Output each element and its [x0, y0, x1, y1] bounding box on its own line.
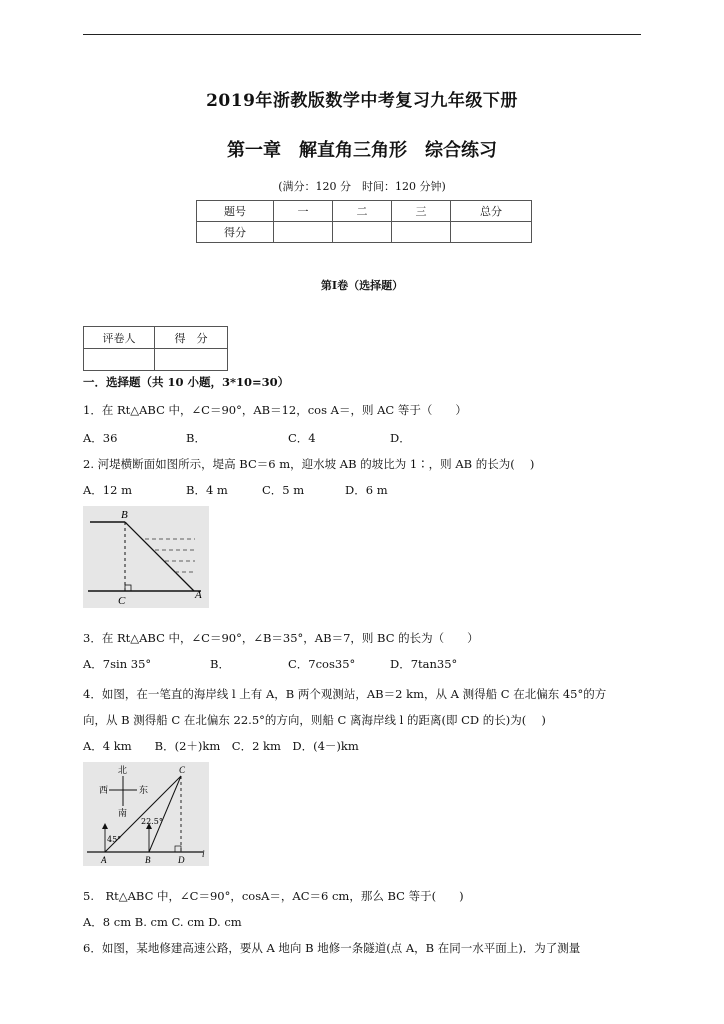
- question-4-text-line2: 向，从 B 测得船 C 在北偏东 22.5°的方向，则船 C 离海岸线 l 的距离(即 CD 的长)为( ): [83, 713, 546, 727]
- grader-cell[interactable]: [84, 349, 155, 371]
- right-angle-mark: [125, 585, 131, 591]
- score-cell[interactable]: [333, 222, 392, 243]
- embankment-figure: [83, 506, 209, 608]
- score-cell[interactable]: [274, 222, 333, 243]
- q1-option-b[interactable]: B．: [186, 431, 206, 445]
- label-c: C: [179, 765, 186, 775]
- q3-option-d[interactable]: D．7tan35°: [390, 657, 458, 671]
- score-table: [196, 200, 532, 243]
- grader-header-row: [84, 327, 228, 349]
- q5-options[interactable]: A．8 cm B. cm C. cm D. cm: [83, 915, 242, 929]
- embankment-diagram: [83, 506, 209, 608]
- q1-option-d[interactable]: D．: [390, 431, 411, 445]
- exam-meta: (满分：120 分 时间：120 分钟): [278, 180, 446, 193]
- slope-line-ab: [125, 522, 194, 591]
- grader-table: [83, 326, 228, 371]
- header-rule: [83, 34, 641, 35]
- q1-option-c[interactable]: C．4: [288, 431, 316, 445]
- angle-label-b: 22.5°: [141, 817, 163, 826]
- label-c: C: [118, 595, 126, 607]
- question-2-text: 2. 河堤横断面如图所示，堤高 BC＝6 m，迎水坡 AB 的坡比为 1∶，则 AB 的长为( ): [83, 457, 535, 471]
- score-cell[interactable]: [451, 222, 532, 243]
- document-title: 2019年浙教版数学中考复习九年级下册: [206, 91, 518, 111]
- q2-option-a[interactable]: A．12 m: [83, 483, 132, 497]
- q3-option-c[interactable]: C．7cos35°: [288, 657, 356, 671]
- north-arrowhead-a: [102, 823, 108, 829]
- score-header-cell: 二: [333, 201, 392, 222]
- score-table-header-row: [197, 201, 532, 222]
- compass-east: 东: [139, 786, 149, 796]
- question-5-text: 5. Rt△ABC 中，∠C＝90°，cosA＝，AC＝6 cm，那么 BC 等于( ): [83, 889, 464, 903]
- label-l: l: [202, 849, 205, 859]
- label-b: B: [145, 855, 151, 865]
- right-angle-mark-d: [175, 846, 181, 852]
- label-a: A: [101, 855, 107, 865]
- chapter-title: 第一章 解直角三角形 综合练习: [227, 140, 497, 161]
- q2-option-b[interactable]: B．4 m: [186, 483, 228, 497]
- line-bc: [149, 776, 181, 852]
- grader-header-cell: 得 分: [155, 327, 228, 349]
- score-row-label: 得分: [197, 222, 274, 243]
- score-header-cell: 题号: [197, 201, 274, 222]
- label-b: B: [121, 509, 128, 521]
- question-6-text: 6．如图，某地修建高速公路，要从 A 地向 B 地修一条隧道(点 A，B 在同一水平面上)．为了测量: [83, 941, 581, 955]
- q3-option-b[interactable]: B．: [210, 657, 230, 671]
- grader-row: [84, 349, 228, 371]
- q4-options[interactable]: A．4 km B．(2＋)km C．2 km D．(4－)km: [83, 739, 359, 753]
- question-3-text: 3．在 Rt△ABC 中，∠C＝90°，∠B＝35°，AB＝7，则 BC 的长为（ ）: [83, 631, 479, 645]
- label-d: D: [178, 855, 185, 865]
- part-heading: 一．选择题（共 10 小题，3*10=30）: [83, 375, 290, 389]
- score-header-cell: 一: [274, 201, 333, 222]
- grader-cell[interactable]: [155, 349, 228, 371]
- section-title: 第Ⅰ卷（选择题）: [320, 279, 404, 292]
- q2-option-c[interactable]: C．5 m: [262, 483, 305, 497]
- score-header-cell: 三: [392, 201, 451, 222]
- q3-option-a[interactable]: A．7sin 35°: [83, 657, 152, 671]
- angle-label-a: 45°: [107, 835, 122, 844]
- coastline-diagram: [83, 762, 209, 866]
- label-a: A: [195, 589, 202, 601]
- score-header-cell: 总分: [451, 201, 532, 222]
- grader-header-cell: 评卷人: [84, 327, 155, 349]
- coastline-figure: [83, 762, 209, 866]
- question-1-text: 1．在 Rt△ABC 中，∠C＝90°，AB＝12，cos A＝，则 AC 等于（ ）: [83, 403, 467, 417]
- q1-option-a[interactable]: A．36: [83, 431, 118, 445]
- compass-north: 北: [118, 766, 128, 776]
- compass-south: 南: [118, 809, 128, 819]
- score-cell[interactable]: [392, 222, 451, 243]
- score-table-row: [197, 222, 532, 243]
- question-4-text-line1: 4．如图，在一笔直的海岸线 l 上有 A，B 两个观测站，AB＝2 km，从 A 测得船 C 在北偏东 45°的方: [83, 687, 607, 701]
- compass-west: 西: [99, 786, 109, 796]
- q2-option-d[interactable]: D．6 m: [345, 483, 388, 497]
